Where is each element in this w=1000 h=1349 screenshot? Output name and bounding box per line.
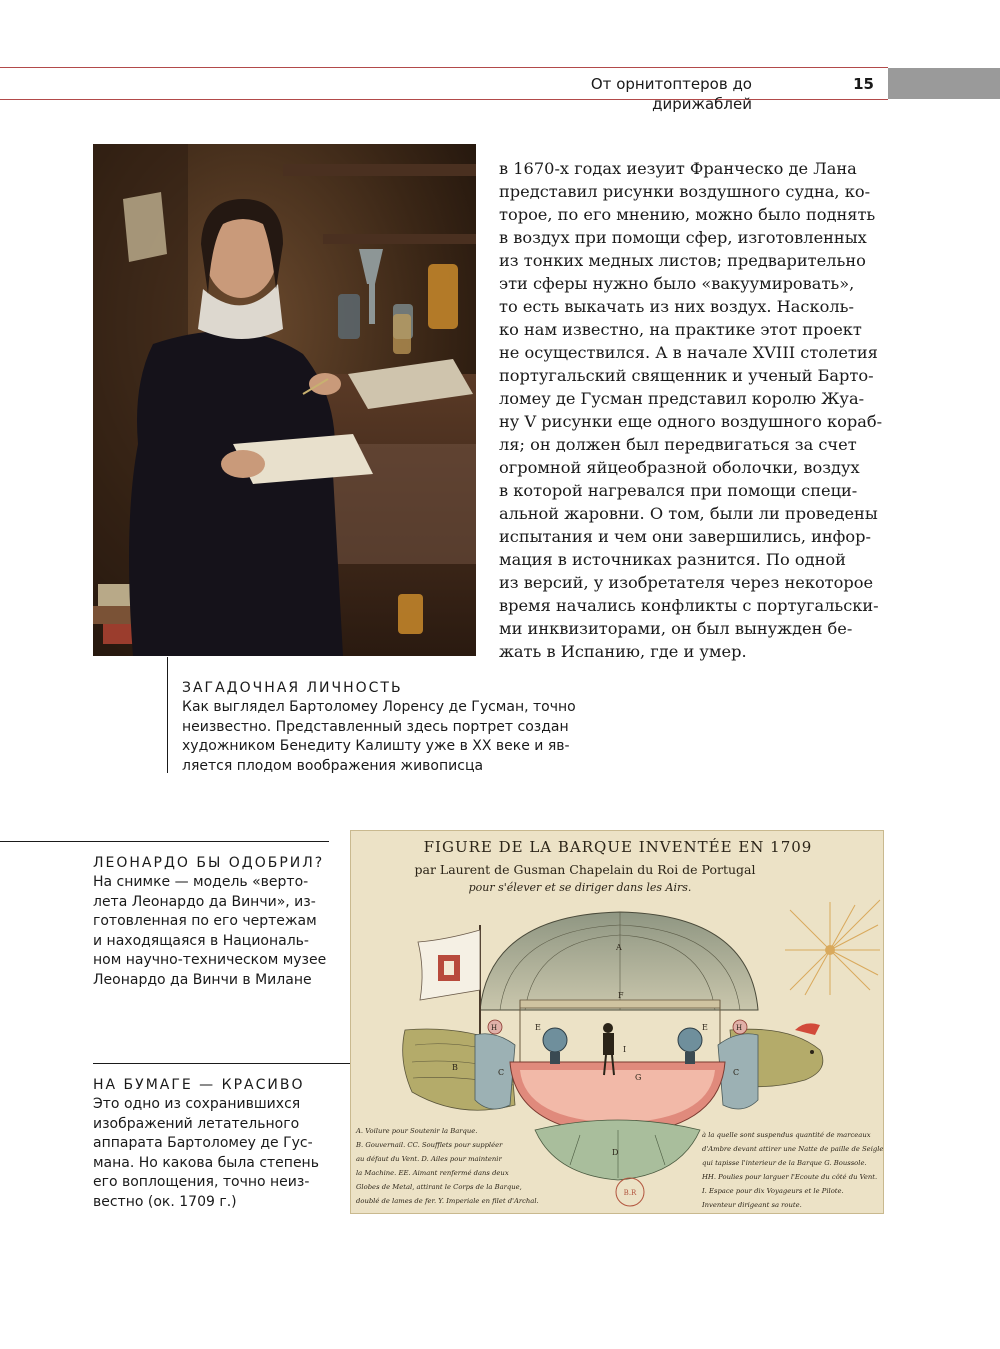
body-line: эти сферы нужно было «вакуумировать», [499,274,855,293]
body-line: огромной яйцеобразной оболочки, воздух [499,458,860,477]
body-line: то есть выкачать из них воздух. Насколь- [499,297,854,316]
legend-right-line: qui tapisse l'interieur de la Barque G. Boussole. [702,1159,867,1167]
caption-line: готовленная по его чертежам [93,913,317,929]
caption-paper-title: НА БУМАГЕ — КРАСИВО [93,1077,305,1093]
legend-left-line: A. Voilure pour Soutenir la Barque. [356,1127,478,1135]
svg-text:C: C [498,1068,505,1077]
caption-line: Это одно из сохранившихся [93,1096,301,1112]
legend-right-line: d'Ambre devant attirer une Natte de paille de Seigle [702,1145,884,1153]
body-line: португальский священник и ученый Барто- [499,366,874,385]
caption-leader-line [167,657,168,773]
body-line: ко нам известно, на практике этот проект [499,320,862,339]
body-line: в воздух при помощи сфер, изготовленных [499,228,867,247]
caption-line: ляется плодом воображения живописца [182,757,484,774]
caption-rule [0,841,329,842]
body-line: жать в Испанию, где и умер. [499,642,747,661]
running-title: От орнитоптеров до дирижаблей [590,75,752,113]
header-rule-top [0,67,888,68]
body-line: время начались конфликты с португальски- [499,596,879,615]
svg-text:A: A [616,943,622,952]
svg-text:E: E [535,1023,541,1032]
caption-portrait-title: ЗАГАДОЧНАЯ ЛИЧНОСТЬ [182,680,403,696]
body-line: из тонких медных листов; предварительно [499,251,866,270]
caption-line: мана. Но какова была степень [93,1154,319,1171]
body-text [499,157,889,663]
svg-text:B: B [452,1063,458,1072]
legend-left-line: Globes de Metal, attirant le Corps de la Barque, [356,1183,522,1191]
caption-line: и находящаяся в Националь- [93,932,309,949]
body-line: в 1670-х годах иезуит Франческо де Лана [499,159,857,178]
page-number: 15 [853,75,874,93]
caption-line: художником Бенедиту Калишту уже в XX веке и яв- [182,738,570,754]
svg-text:F: F [618,991,624,1000]
header-tab-bar [888,68,1000,99]
caption-line: неизвестно. Представленный здесь портрет создан [182,718,569,735]
caption-line: На снимке — модель «верто- [93,874,309,890]
caption-leonardo-title: ЛЕОНАРДО БЫ ОДОБРИЛ? [93,855,325,871]
barque-engraving [350,830,884,1214]
svg-text:G: G [635,1073,642,1082]
caption-line: лета Леонардо да Винчи», из- [93,893,316,910]
body-line: ля; он должен был передвигаться за счет [499,435,857,454]
body-line: ломеу де Гусман представил королю Жуа- [499,389,865,408]
engraving-subtitle2: pour s'élever et se diriger dans les Airs. [468,881,692,894]
legend-right-line: HH. Poulies pour larguer l'Ecoute du côté du Vent. [702,1173,878,1181]
engraving-stamp: B.R [623,1189,637,1197]
portrait-painting [93,144,476,656]
legend-left-line: B. Gouvernail. CC. Soufflets pour suppléer [356,1141,503,1149]
svg-text:C: C [733,1068,740,1077]
legend-right-line: I. Espace pour dix Voyageurs et le Pilote. [702,1187,844,1195]
body-line: ну V рисунки еще одного воздушного кораб- [499,412,883,431]
caption-line: вестно (ок. 1709 г.) [93,1193,237,1210]
caption-line: ном научно-техническом музее [93,952,327,968]
caption-portrait-text [182,698,576,776]
caption-line: изображений летательного [93,1115,300,1132]
engraving-title: FIGURE DE LA BARQUE INVENTÉE EN 1709 [423,838,813,856]
legend-left-line: doublé de lames de fer. Y. Imperiale en filet d'Archal. [356,1197,539,1205]
caption-paper-text [93,1095,319,1212]
legend-right-line: Inventeur dirigeant sa route. [702,1201,802,1209]
header-rule-bottom [0,99,888,100]
body-line: мация в источниках разнится. По одной [499,550,846,569]
legend-right-line: à la quelle sont suspendus quantité de marceaux [702,1131,871,1139]
svg-text:H: H [491,1024,498,1032]
legend-left-line: au défaut du Vent. D. Ailes pour maintenir [356,1155,502,1163]
body-line: не осуществился. А в начале XVIII столетия [499,343,878,362]
body-line: испытания и чем они завершились, инфор- [499,527,871,546]
body-line: в которой нагревался при помощи специ- [499,481,858,500]
caption-line: Леонардо да Винчи в Милане [93,971,312,988]
caption-line: аппарата Бартоломеу де Гус- [93,1135,313,1151]
body-line: торое, по его мнению, можно было поднять [499,205,876,224]
caption-line: его воплощения, точно неиз- [93,1174,310,1190]
body-line: представил рисунки воздушного судна, ко- [499,182,871,201]
body-line: ми инквизиторами, он был вынужден бе- [499,619,853,638]
caption-leonardo-text [93,873,326,990]
legend-left-line: la Machine. EE. Aimant renfermé dans deux [356,1169,509,1177]
engraving-subtitle: par Laurent de Gusman Chapelain du Roi de Portugal [414,862,756,877]
svg-text:H: H [736,1024,743,1032]
svg-text:E: E [702,1023,708,1032]
svg-text:I: I [623,1045,627,1054]
svg-text:D: D [612,1148,619,1157]
body-line: альной жаровни. О том, были ли проведены [499,504,878,523]
caption-line: Как выглядел Бартоломеу Лоренсу де Гусман, точно [182,699,576,715]
body-line: из версий, у изобретателя через некоторое [499,573,874,592]
caption-rule [93,1063,351,1064]
